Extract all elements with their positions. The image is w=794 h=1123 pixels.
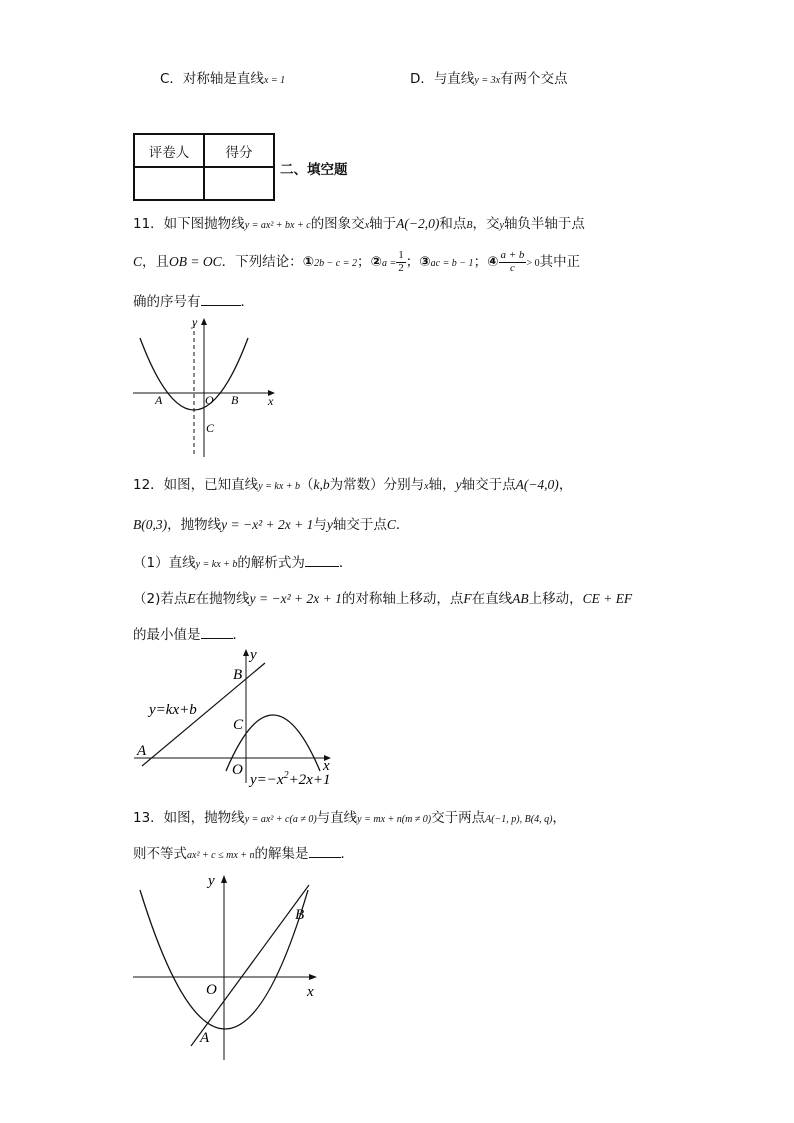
q13-line — [191, 885, 309, 1046]
q12-text: 在抛物线 — [195, 591, 250, 607]
score-table — [133, 133, 275, 201]
q12-sub1 — [133, 551, 352, 571]
period: ． — [340, 846, 355, 862]
q12-point-a: A(−4,0) — [515, 477, 559, 492]
q13-line1 — [133, 806, 566, 826]
q12-text: 与 — [313, 517, 327, 533]
q11-y-arrow-icon — [201, 318, 207, 325]
q11-line2 — [133, 250, 580, 274]
q12-line-ab: AB — [512, 591, 529, 606]
q11-conclusion-4: > 0 — [526, 258, 540, 270]
grader-header: 评卷人 — [134, 134, 204, 167]
period: ． — [232, 627, 246, 643]
q11-ob-oc: OB = OC — [169, 254, 222, 270]
fraction-numerator: 1 — [398, 249, 404, 261]
q12-text: ， — [558, 477, 573, 493]
q12-point-f: F — [463, 591, 472, 606]
q11-conclusion-1-marker: ① — [302, 254, 315, 271]
separator: ； — [473, 254, 488, 271]
q11-text: 确的序号有 — [133, 294, 201, 310]
q11-text: 轴负半轴于点 — [503, 216, 585, 232]
q11-line1 — [133, 212, 585, 232]
q12-text: 轴交于点 — [332, 517, 387, 533]
q12-curve-label-part: y=−x — [250, 772, 284, 788]
q11-point-a: A(−2,0) — [396, 216, 440, 231]
q11-conclusion-4-fraction — [499, 250, 527, 274]
q12-sub2-cont — [133, 623, 246, 643]
q12-text: （2)若点 — [133, 591, 188, 607]
q11-conclusion-1: 2b − c = 2 — [314, 258, 357, 270]
period: ． — [338, 555, 353, 571]
q11-point-b: B — [466, 220, 473, 231]
q12-ce-ef: CE + EF — [582, 591, 633, 606]
q12-line-label: y=kx+b — [149, 702, 197, 718]
q12-text: 轴交于点 — [461, 477, 516, 493]
q12-line-eq: y = kx + b — [195, 559, 238, 570]
score-cell — [204, 167, 274, 200]
q12-point-c: C — [386, 517, 396, 532]
q12-point-b: B(0,3) — [133, 517, 168, 532]
q12-sub2 — [133, 587, 632, 607]
q13-y-label: y — [208, 873, 215, 889]
q11-text: 轴于 — [369, 216, 397, 232]
q12-b-label: B — [233, 667, 243, 683]
q13-text: 交于两点 — [431, 810, 486, 826]
q13-b-label: B — [295, 907, 305, 923]
q11-conclusion-2: a = — [381, 258, 397, 270]
q12-text: （ — [300, 477, 314, 493]
q12-y-arrow-icon — [243, 649, 249, 656]
q13-answer-blank[interactable] — [309, 845, 341, 858]
q13-text: 的解集是 — [254, 846, 309, 862]
q13-line2 — [133, 842, 354, 862]
q11-answer-blank[interactable] — [201, 293, 241, 306]
q12-text: 轴， — [428, 477, 456, 493]
q11-text: ．下列结论： — [221, 254, 303, 271]
q12-text: 的最小值是 — [133, 627, 201, 643]
q12-a-label: A — [137, 743, 147, 759]
q11-conclusion-2-marker: ② — [370, 254, 382, 271]
q11-point-c: C — [133, 254, 143, 270]
q11-parabola-eq: y = ax² + bx + c — [244, 220, 311, 231]
q11-a-label: A — [155, 393, 163, 407]
option-d — [410, 67, 568, 87]
q11-text: 和点 — [439, 216, 467, 232]
period: ． — [240, 294, 254, 310]
period: ． — [395, 517, 410, 533]
separator: ； — [357, 254, 371, 271]
option-c-math: x = 1 — [263, 75, 286, 86]
q12-parabola-eq: y = −x² + 2x + 1 — [249, 591, 342, 606]
fraction-numerator: a + b — [500, 249, 525, 261]
q13-o-label: O — [206, 982, 217, 998]
q12-o-label: O — [232, 762, 243, 778]
q12-line1 — [133, 473, 572, 493]
q13-line-eq: y = mx + n(m ≠ 0) — [357, 814, 432, 825]
q12-parabola-eq: y = −x² + 2x + 1 — [221, 517, 314, 532]
option-c-label: C．对称轴是直线 — [160, 71, 264, 87]
q11-x: x — [364, 220, 370, 231]
q11-y: y — [499, 220, 504, 231]
q12-answer-blank-2[interactable] — [201, 626, 233, 639]
q11-text: ，且 — [142, 254, 170, 271]
q12-curve-label — [248, 770, 330, 788]
section-title: 二、填空题 — [280, 162, 348, 178]
q13-text: 13．如图，抛物线 — [133, 810, 245, 826]
q12-text: 上移动， — [528, 591, 583, 607]
fraction-denominator: 2 — [398, 261, 404, 274]
q13-text: ， — [552, 810, 566, 826]
option-d-label: D．与直线 — [410, 71, 475, 87]
q13-figure — [128, 868, 328, 1063]
q11-b-label: B — [231, 393, 239, 407]
q11-figure — [125, 312, 285, 462]
q12-line2 — [133, 513, 409, 533]
q11-conclusion-4-marker: ④ — [487, 254, 499, 271]
q12-answer-blank-1[interactable] — [305, 554, 339, 567]
q13-inequality: ax² + c ≤ mx + n — [187, 850, 255, 861]
q12-point-e: E — [187, 591, 196, 606]
q12-text: 12．如图，已知直线 — [133, 477, 259, 493]
option-d-math: y = 3x — [474, 75, 501, 86]
q12-text: （1）直线 — [133, 555, 196, 571]
q13-text: 与直线 — [316, 810, 358, 826]
q12-y: y — [455, 477, 462, 492]
fraction-denominator: c — [510, 261, 515, 274]
q11-text: 其中正 — [539, 254, 581, 271]
q13-points: A(−1, p), B(4, q) — [485, 814, 553, 825]
score-header: 得分 — [204, 134, 274, 167]
option-d-tail: 有两个交点 — [500, 71, 568, 87]
q11-y-label: y — [192, 315, 198, 329]
q13-x-label: x — [307, 984, 314, 1000]
q13-a-label: A — [200, 1030, 210, 1046]
q12-text: 在直线 — [471, 591, 513, 607]
q13-text: 则不等式 — [133, 846, 187, 862]
q12-y-label: y — [250, 647, 257, 663]
q11-line3 — [133, 290, 254, 310]
q12-line-eq: y = kx + b — [258, 481, 300, 492]
q12-c-label: C — [233, 717, 244, 733]
q11-text: 11．如下图抛物线 — [133, 216, 245, 232]
q11-x-label: x — [268, 394, 274, 408]
q12-x: x — [424, 481, 429, 492]
grader-cell — [134, 167, 204, 200]
q12-figure — [130, 643, 340, 788]
q12-text: 为常数）分别与 — [329, 477, 425, 493]
q11-conclusion-3: ac = b − 1 — [430, 258, 474, 270]
q11-o-label: O — [205, 393, 214, 407]
q12-kb: k,b — [313, 477, 330, 492]
q12-text: ，抛物线 — [167, 517, 222, 533]
q11-half-fraction — [396, 250, 406, 274]
q11-conclusion-3-marker: ③ — [419, 254, 431, 271]
q12-text: 的解析式为 — [237, 555, 305, 571]
q11-text: 的图象交 — [310, 216, 365, 232]
option-c — [160, 67, 285, 87]
q13-y-arrow-icon — [221, 875, 227, 883]
q13-parabola-eq: y = ax² + c(a ≠ 0) — [244, 814, 317, 825]
q11-text: ，交 — [472, 216, 500, 232]
separator: ； — [405, 254, 420, 271]
q13-x-arrow-icon — [309, 974, 317, 980]
q12-curve-label-part: +2x+1 — [288, 772, 331, 788]
q11-c-label: C — [206, 421, 215, 435]
q12-y: y — [326, 517, 333, 532]
q12-x-label: x — [323, 758, 330, 774]
q12-curve-label-exponent: 2 — [283, 770, 289, 781]
q12-text: 的对称轴上移动，点 — [341, 591, 464, 607]
